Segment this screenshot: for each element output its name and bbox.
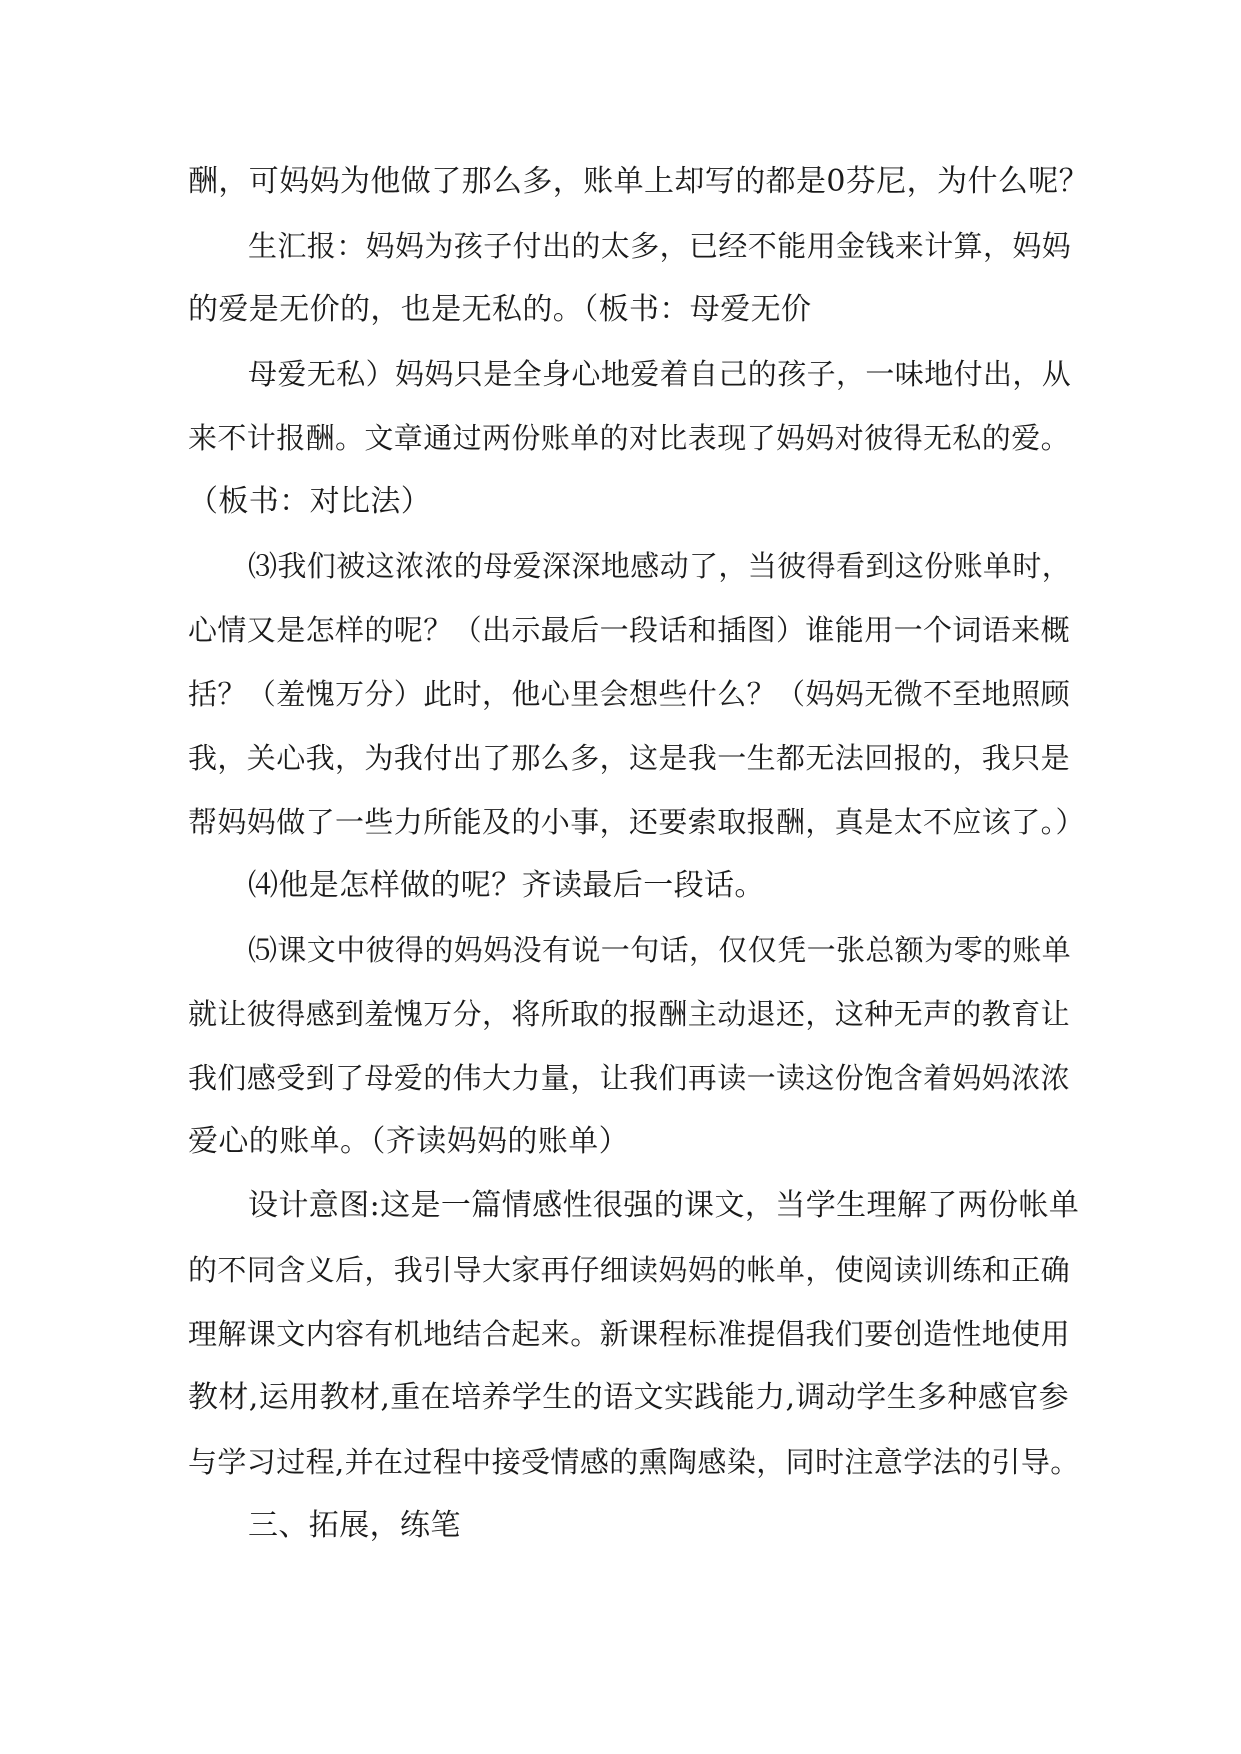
text-line: 就让彼得感到羞愧万分，将所取的报酬主动退还，这种无声的教育让 (188, 997, 1071, 1031)
text-line: 母爱无私）妈妈只是全身心地爱着自己的孩子，一味地付出，从 (248, 357, 1072, 391)
text-line: ⑶我们被这浓浓的母爱深深地感动了，当彼得看到这份账单时， (248, 549, 1072, 583)
text-line: 的不同含义后，我引导大家再仔细读妈妈的帐单，使阅读训练和正确 (188, 1253, 1071, 1287)
text-line: 酬，可妈妈为他做了那么多，账单上却写的都是0芬尼，为什么呢？ (188, 164, 1090, 199)
text-line: 来不计报酬。文章通过两份账单的对比表现了妈妈对彼得无私的爱。 (188, 421, 1071, 455)
text-line: 理解课文内容有机地结合起来。新课程标准提倡我们要创造性地使用 (188, 1317, 1071, 1351)
text-line: 帮妈妈做了一些力所能及的小事，还要索取报酬，真是太不应该了。） (188, 805, 1085, 839)
text-line: 爱心的账单。（齐读妈妈的账单） (188, 1124, 629, 1159)
text-line: （板书：对比法） (188, 484, 432, 519)
text-line: 设计意图:这是一篇情感性很强的课文，当学生理解了两份帐单 (248, 1188, 1080, 1223)
text-line: 的爱是无价的，也是无私的。（板书：母爱无价 (188, 292, 812, 327)
text-line: 我们感受到了母爱的伟大力量，让我们再读一读这份饱含着妈妈浓浓 (188, 1061, 1071, 1095)
section-heading: 三、拓展，练笔 (248, 1508, 461, 1543)
text-line: ⑸课文中彼得的妈妈没有说一句话，仅仅凭一张总额为零的账单 (248, 933, 1072, 967)
text-line: ⑷他是怎样做的呢？齐读最后一段话。 (248, 868, 765, 903)
text-line: 教材,运用教材,重在培养学生的语文实践能力,调动学生多种感官参 (188, 1380, 1070, 1415)
text-line: 括？（羞愧万分）此时，他心里会想些什么？（妈妈无微不至地照顾 (188, 677, 1071, 711)
text-line: 我，关心我，为我付出了那么多，这是我一生都无法回报的，我只是 (188, 741, 1071, 775)
text-line: 生汇报：妈妈为孩子付出的太多，已经不能用金钱来计算，妈妈 (248, 229, 1072, 263)
text-line: 与学习过程,并在过程中接受情感的熏陶感染，同时注意学法的引导。 (188, 1445, 1080, 1479)
text-line: 心情又是怎样的呢？（出示最后一段话和插图）谁能用一个词语来概 (188, 613, 1071, 647)
